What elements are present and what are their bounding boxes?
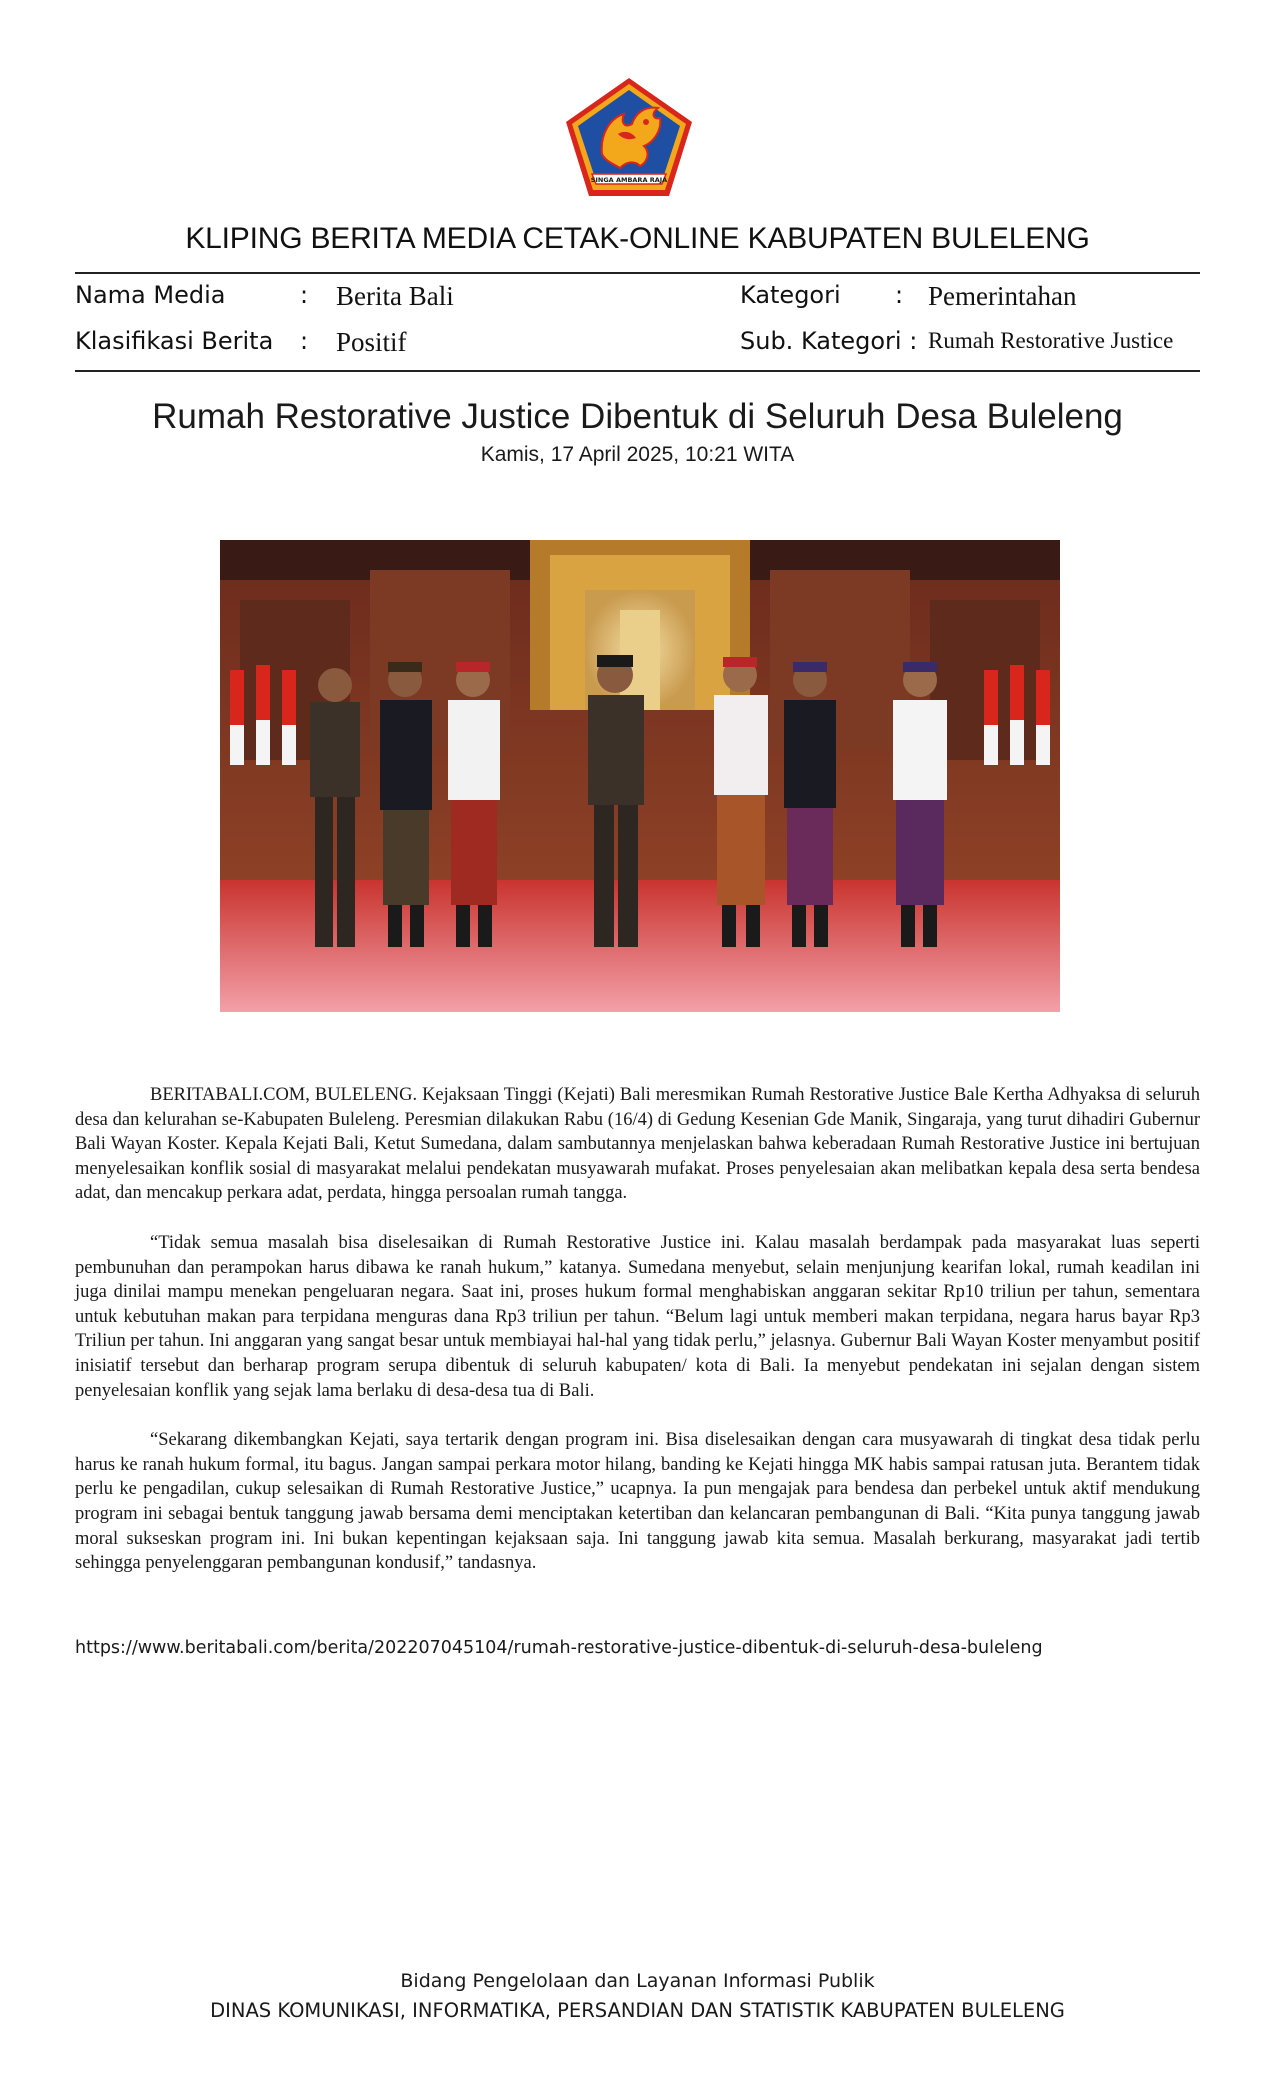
- kategori-colon: :: [895, 281, 904, 309]
- kategori-label: Kategori: [740, 281, 841, 309]
- nama-media-value: Berita Bali: [336, 281, 454, 311]
- footer-department: Bidang Pengelolaan dan Layanan Informasi Publik: [400, 1970, 875, 1992]
- bottom-divider: [75, 370, 1200, 372]
- klasifikasi-label: Klasifikasi Berita: [75, 327, 274, 355]
- footer-agency: DINAS KOMUNIKASI, INFORMATIKA, PERSANDIAN DAN STATISTIK KABUPATEN BULELENG: [210, 1999, 1065, 2022]
- nama-media-label: Nama Media: [75, 281, 226, 309]
- article-dateline: Kamis, 17 April 2025, 10:21 WITA: [480, 443, 795, 466]
- article-body: [75, 1083, 1200, 1601]
- source-link[interactable]: https://www.beritabali.com/berita/202207045104/rumah-restorative-justice-dibentuk-di-seluruh-desa-buleleng: [75, 1638, 1043, 1658]
- article-photo: [220, 540, 1060, 1012]
- kabupaten-buleleng-logo: [562, 74, 696, 200]
- article-paragraph-3: “Sekarang dikembangkan Kejati, saya tertarik dengan program ini. Bisa diselesaikan dengan cara musyawarah di tingkat desa tidak perlu harus ke ranah hukum formal, itu bagus. Jangan sampai perkara motor hilang, banding ke Kejati hingga MK habis sampai ratusan juta. Berantem tidak perlu ke pengadilan, cukup selesaikan di Rumah Restorative Justice,” ucapnya. Ia pun mengajak para bendesa dan perbekel untuk aktif mendukung program ini sebagai bentuk tanggung jawab bersama demi menciptakan ketertiban dan kelancaran pembangunan di Bali. “Kita punya tanggung jawab moral sukseskan program ini. Ini bukan kepentingan kejaksaan saja. Ini tanggung jawab kita semua. Masalah berkurang, masyarakat jadi tertib sehingga penyelenggaran pembangunan kondusif,” tandasnya.: [75, 1430, 1200, 1574]
- article-paragraph-1: BERITABALI.COM, BULELENG. Kejaksaan Tinggi (Kejati) Bali meresmikan Rumah Restorative Justice Bale Kertha Adhyaksa di seluruh desa dan kelurahan se-Kabupaten Buleleng. Peresmian dilakukan Rabu (16/4) di Gedung Kesenian Gde Manik, Singaraja, yang turut dihadiri Gubernur Bali Wayan Koster. Kepala Kejati Bali, Ketut Sumedana, dalam sambutannya menjelaskan bahwa keberadaan Rumah Restorative Justice ini bertujuan menyelesaikan konflik sosial di masyarakat melalui pendekatan musyawarah mufakat. Proses penyelesaian akan melibatkan kepala desa serta bendesa adat, dan mencakup perkara adat, perdata, hingga persoalan rumah tangga.: [75, 1085, 1200, 1204]
- kategori-value: Pemerintahan: [928, 281, 1077, 311]
- sub-kategori-value: Rumah Restorative Justice: [928, 328, 1174, 353]
- logo-motto: SINGA AMBARA RAJA: [590, 176, 668, 184]
- klasifikasi-colon: :: [300, 327, 309, 355]
- nama-media-colon: :: [300, 281, 309, 309]
- article-headline: Rumah Restorative Justice Dibentuk di Seluruh Desa Buleleng: [152, 397, 1123, 436]
- document-title: KLIPING BERITA MEDIA CETAK-ONLINE KABUPATEN BULELENG: [185, 222, 1090, 255]
- article-paragraph-2: “Tidak semua masalah bisa diselesaikan di Rumah Restorative Justice ini. Kalau masalah berdampak pada masyarakat luas seperti pembunuhan dan perampokan harus dibawa ke ranah hukum,” katanya. Sumedana menyebut, selain menjunjung kearifan lokal, rumah keadilan ini juga dinilai mampu menekan pengeluaran negara. Saat ini, proses hukum formal menghabiskan anggaran sekitar Rp10 triliun per tahun, sementara untuk kebutuhan makan para terpidana menguras dana Rp3 triliun per tahun. “Belum lagi untuk memberi makan terpidana, negara harus bayar Rp3 Triliun per tahun. Ini anggaran yang sangat besar untuk membiayai hal-hal yang tidak perlu,” jelasnya. Gubernur Bali Wayan Koster menyambut positif inisiatif tersebut dan berharap program serupa dibentuk di seluruh kabupaten/ kota di Bali. Ia menyebut pendekatan ini sejalan dengan sistem penyelesaian konflik yang sejak lama berlaku di desa-desa tua di Bali.: [75, 1232, 1200, 1401]
- klasifikasi-value: Positif: [336, 327, 407, 357]
- sub-kategori-label: Sub. Kategori :: [740, 327, 918, 355]
- top-divider: [75, 272, 1200, 274]
